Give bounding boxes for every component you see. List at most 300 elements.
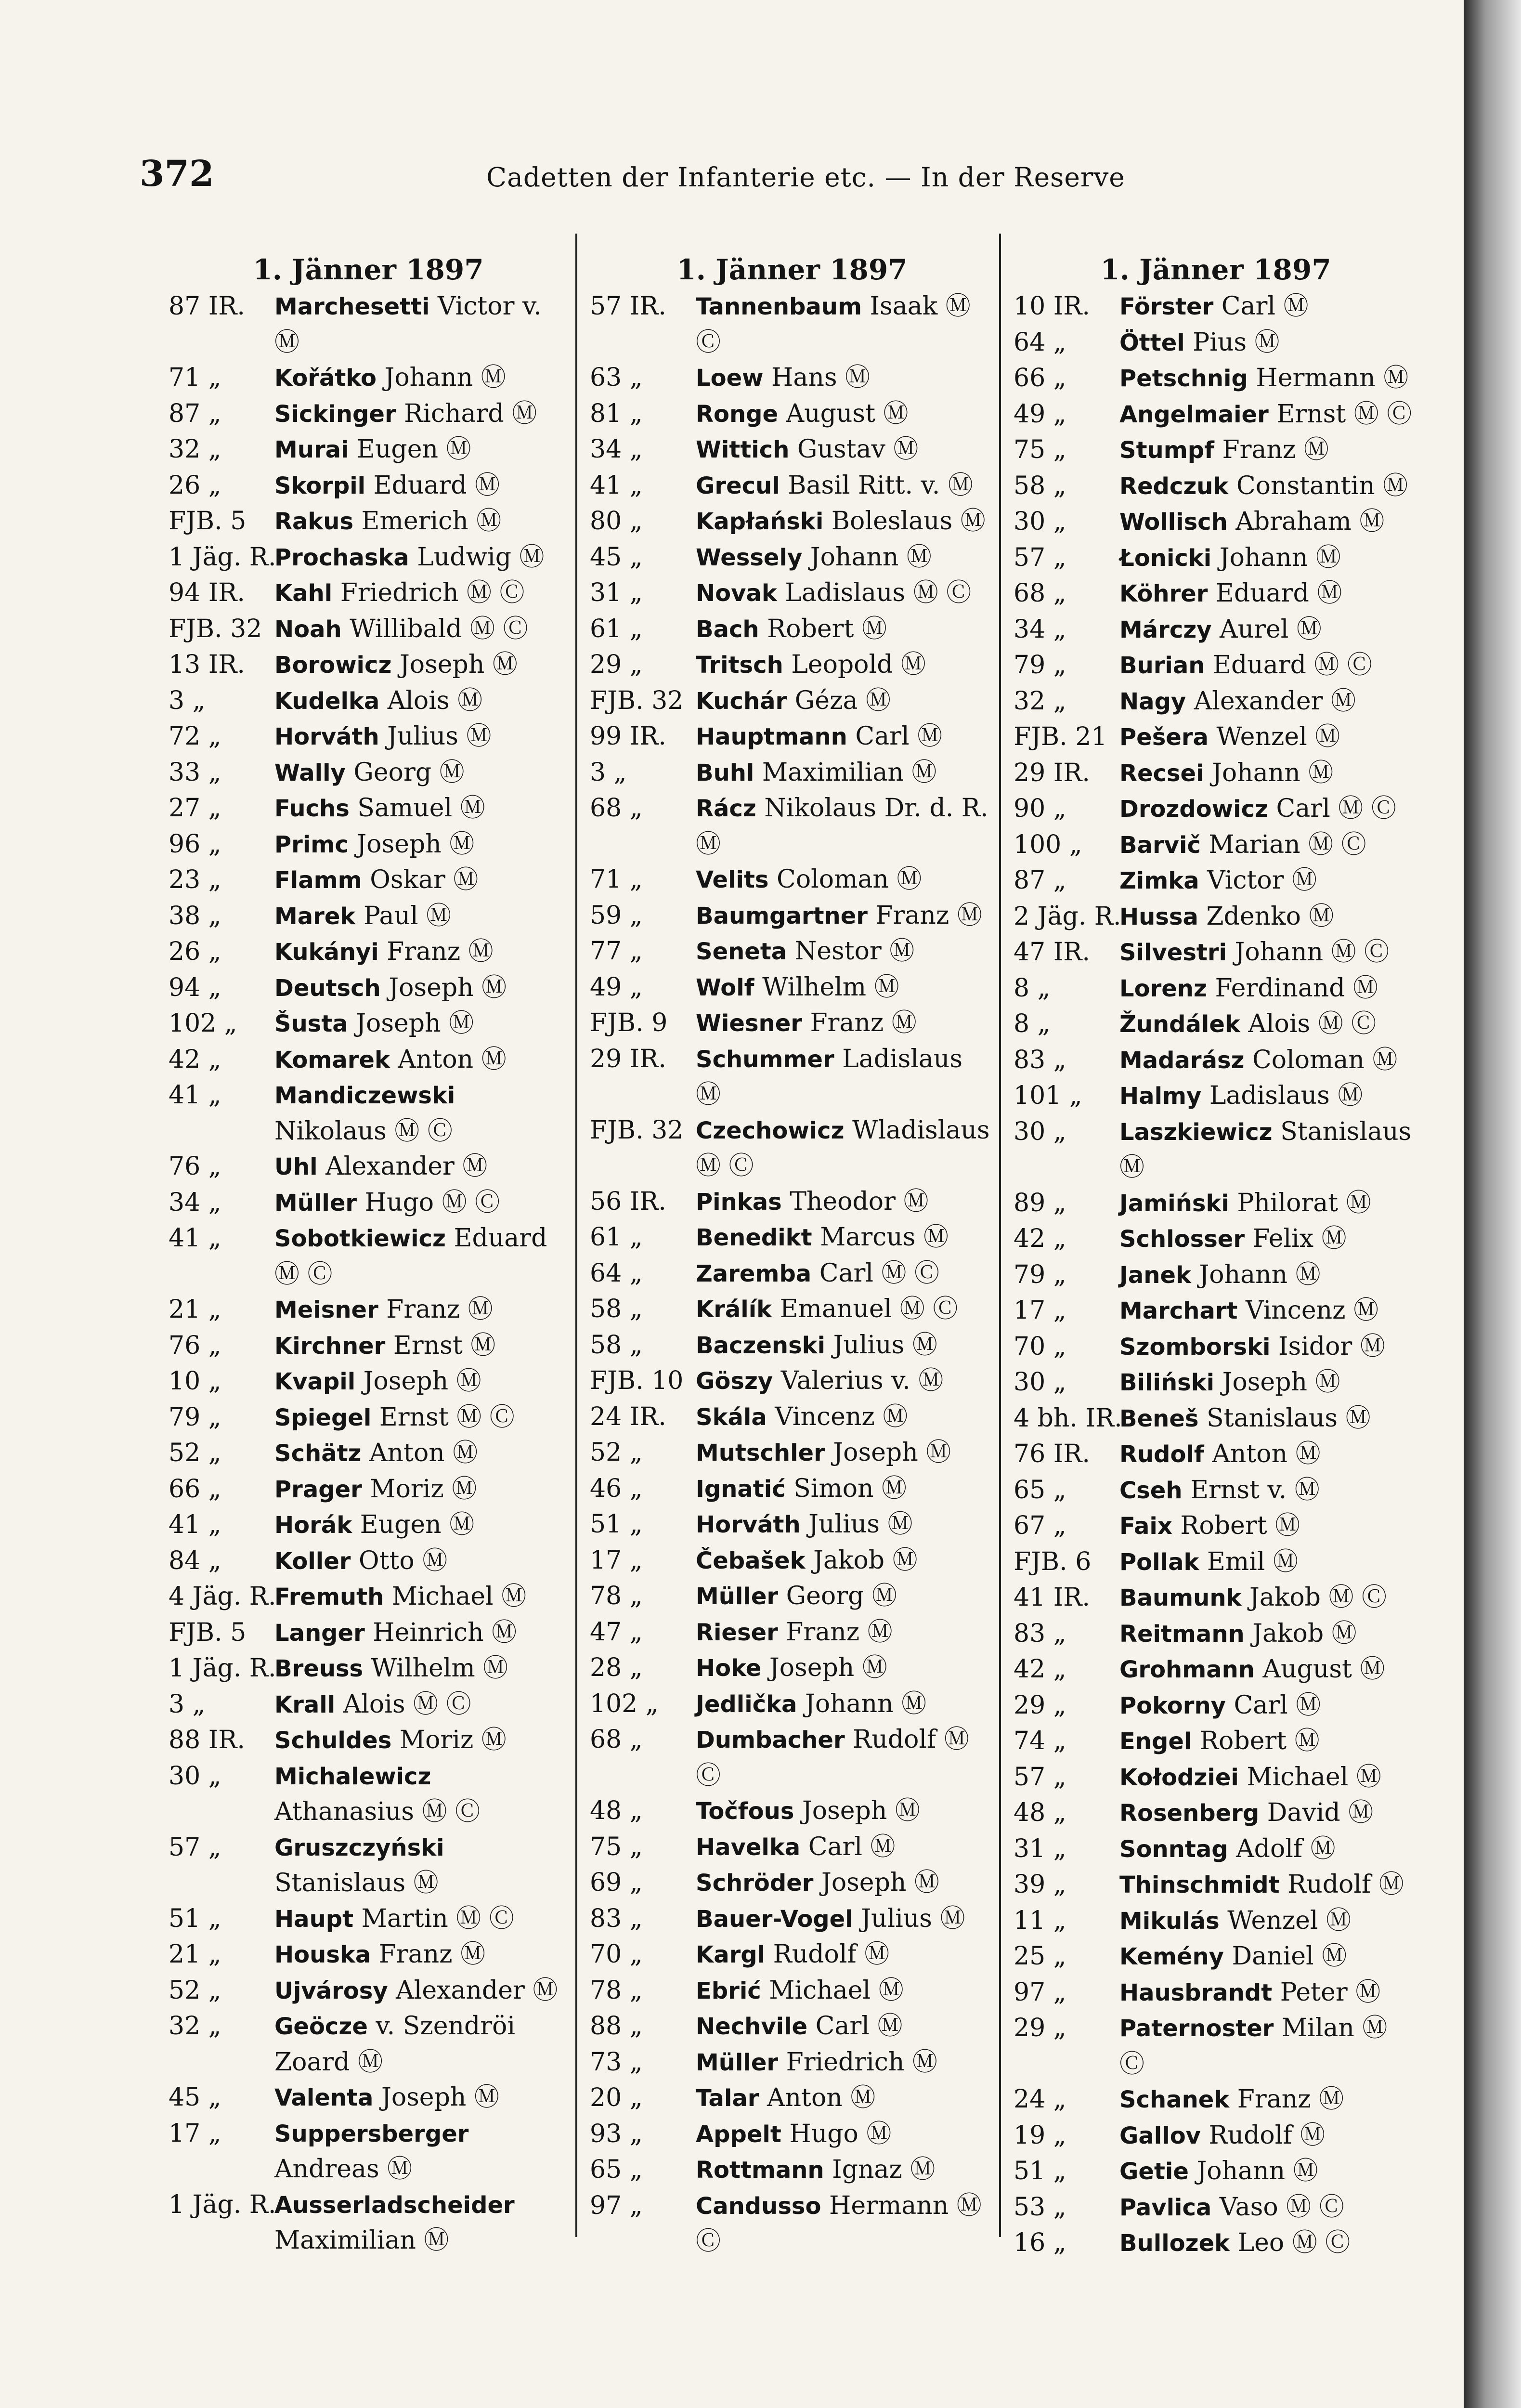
given-name-and-marks: Hermann Ⓜ Ⓒ <box>696 2191 982 2256</box>
entry-text <box>274 1687 568 1723</box>
list-item <box>1014 1832 1418 1868</box>
given-name-and-marks: Samuel Ⓜ <box>357 794 485 823</box>
regiment-number: 58 „ <box>1014 471 1066 500</box>
given-name-and-marks: Wilhelm Ⓜ <box>762 972 899 1002</box>
list-item <box>1014 469 1418 505</box>
given-name-and-marks: Joseph Ⓜ <box>381 2083 499 2112</box>
entry-text <box>274 2116 568 2187</box>
regiment-number: 96 „ <box>169 829 221 859</box>
regiment-number: 79 „ <box>1014 1260 1066 1289</box>
given-name-and-marks: Franz Ⓜ <box>387 937 494 966</box>
list-item <box>169 1364 568 1400</box>
given-name-and-marks: Johann Ⓜ <box>1212 758 1334 787</box>
list-item <box>169 1078 568 1149</box>
surname: Bauer-Vogel <box>696 1905 853 1933</box>
entry-text <box>696 1901 994 1937</box>
surname: Appelt <box>696 2120 781 2148</box>
surname: Kukányi <box>274 939 379 966</box>
surname: Faix <box>1119 1513 1172 1540</box>
entry-text <box>274 360 568 396</box>
given-name-and-marks: Victor v. Ⓜ <box>274 292 542 357</box>
surname: Madarász <box>1119 1047 1245 1074</box>
list-item <box>1014 1903 1418 1939</box>
entry-text <box>274 1830 568 1901</box>
regiment-number: 41 „ <box>169 1224 221 1253</box>
given-name-and-marks: Athanasius Ⓜ Ⓒ <box>274 1797 481 1826</box>
regiment-number: 27 „ <box>169 794 221 823</box>
list-item <box>1014 1401 1418 1437</box>
regiment-number: 76 „ <box>169 1152 221 1181</box>
entry-text <box>696 898 994 934</box>
entry-text <box>1119 289 1418 325</box>
given-name-and-marks: Franz Ⓜ <box>810 1008 917 1037</box>
list-item <box>1014 1186 1418 1222</box>
given-name-and-marks: Hans Ⓜ <box>771 363 871 392</box>
list-item <box>590 1471 994 1507</box>
surname: Silvestri <box>1119 939 1227 966</box>
entry-text <box>1119 1473 1418 1509</box>
regiment-number: 57 „ <box>1014 543 1066 572</box>
regiment-number: 65 „ <box>1014 1475 1066 1505</box>
given-name-and-marks: Franz Ⓜ <box>386 1295 493 1324</box>
surname: Ebrić <box>696 1977 761 2004</box>
regiment-number: 75 „ <box>590 1832 643 1861</box>
list-item <box>1014 1473 1418 1509</box>
entry-text <box>696 1435 994 1471</box>
surname: Kapłański <box>696 508 824 535</box>
entry-text <box>1119 1078 1418 1114</box>
surname: Murai <box>274 436 349 463</box>
given-name-and-marks: Géza Ⓜ <box>794 686 891 715</box>
entry-text <box>696 1973 994 2009</box>
given-name-and-marks: Moriz Ⓜ <box>370 1474 477 1504</box>
surname: Kořátko <box>274 365 377 392</box>
given-name-and-marks: Aurel Ⓜ <box>1220 615 1322 644</box>
regiment-number: 57 IR. <box>590 292 666 321</box>
given-name-and-marks: Friedrich Ⓜ Ⓒ <box>340 578 525 607</box>
surname: Krall <box>274 1691 336 1718</box>
given-name-and-marks: Alexander Ⓜ <box>396 1976 558 2005</box>
list-item <box>169 827 568 863</box>
list-item <box>169 2009 568 2080</box>
regiment-number: 71 „ <box>169 363 221 392</box>
regiment-number: 29 IR. <box>1014 758 1090 787</box>
list-item <box>169 432 568 468</box>
regiment-number: FJB. 6 <box>1014 1547 1092 1576</box>
surname: Kołodziei <box>1119 1764 1239 1791</box>
entry-text <box>696 2009 994 2045</box>
list-item <box>169 1937 568 1973</box>
regiment-number: 32 „ <box>169 2012 221 2041</box>
regiment-number: 41 IR. <box>1014 1583 1090 1612</box>
surname: Kuchár <box>696 687 787 715</box>
entry-text <box>696 1615 994 1651</box>
surname: Marchart <box>1119 1297 1238 1324</box>
surname: Horák <box>274 1512 352 1539</box>
regiment-number: 42 „ <box>1014 1224 1066 1253</box>
regiment-number: 81 „ <box>590 399 643 428</box>
regiment-number: 4 bh. IR. <box>1014 1403 1122 1433</box>
regiment-number: FJB. 5 <box>169 507 247 536</box>
list-item <box>1014 1544 1418 1581</box>
entry-text <box>1119 863 1418 899</box>
entry-text <box>274 647 568 683</box>
regiment-number: 68 „ <box>590 1725 643 1754</box>
entry-text <box>696 1328 994 1364</box>
regiment-number: 47 „ <box>590 1617 643 1647</box>
surname: Stumpf <box>1119 437 1214 464</box>
surname: Szomborski <box>1119 1333 1271 1361</box>
given-name-and-marks: Emil Ⓜ <box>1207 1547 1298 1576</box>
entry-text <box>696 791 994 862</box>
entry-text <box>1119 361 1418 397</box>
regiment-number: 52 „ <box>169 1976 221 2005</box>
given-name-and-marks: Peter Ⓜ <box>1280 1977 1381 2007</box>
list-item <box>169 2116 568 2187</box>
list-item <box>1014 720 1418 756</box>
surname: Müller <box>696 2049 779 2076</box>
entry-text <box>274 934 568 970</box>
list-item <box>169 1507 568 1544</box>
list-item <box>169 755 568 791</box>
column-heading: 1. Jänner 1897 <box>253 253 484 286</box>
list-item <box>590 755 994 791</box>
regiment-number: 17 „ <box>169 2119 221 2148</box>
surname: Baczenski <box>696 1332 826 1359</box>
given-name-and-marks: Friedrich Ⓜ <box>786 2047 937 2077</box>
entry-text <box>696 1507 994 1543</box>
list-item <box>1014 1867 1418 1903</box>
entry-text <box>274 1006 568 1042</box>
surname: Łonicki <box>1119 544 1212 572</box>
list-item <box>169 970 568 1007</box>
list-item <box>1014 827 1418 864</box>
entry-text <box>274 1292 568 1328</box>
surname: Šusta <box>274 1010 348 1037</box>
list-item <box>590 1292 994 1328</box>
regiment-number: 83 „ <box>590 1904 643 1933</box>
entry-text <box>274 791 568 827</box>
surname: Drozdowicz <box>1119 796 1268 823</box>
entry-text <box>1119 1329 1418 1365</box>
given-name-and-marks: Ignaz Ⓜ <box>832 2155 936 2184</box>
surname: Hussa <box>1119 903 1198 930</box>
regiment-number: 17 „ <box>1014 1296 1066 1325</box>
given-name-and-marks: Joseph Ⓜ <box>363 1367 481 1396</box>
surname: Spiegel <box>274 1404 372 1431</box>
regiment-number: 53 „ <box>1014 2192 1066 2222</box>
list-item <box>590 1113 994 1184</box>
surname: Rottmann <box>696 2157 824 2184</box>
regiment-number: 70 „ <box>590 1940 643 1969</box>
surname: Houska <box>274 1941 371 1968</box>
list-item <box>169 1651 568 1687</box>
surname: Pešera <box>1119 724 1209 751</box>
surname: Skorpil <box>274 472 366 499</box>
given-name-and-marks: Joseph Ⓜ <box>821 1868 939 1897</box>
list-item <box>169 1472 568 1508</box>
given-name-and-marks: Alois Ⓜ <box>387 686 483 715</box>
entry-text <box>696 1937 994 1973</box>
list-item <box>169 1830 568 1901</box>
regiment-number: 17 „ <box>590 1545 643 1575</box>
entry-text <box>1119 2118 1418 2154</box>
list-item <box>169 1759 568 1830</box>
entry-text <box>274 970 568 1007</box>
list-item <box>169 540 568 576</box>
regiment-number: 34 „ <box>169 1188 221 1217</box>
regiment-number: 79 „ <box>169 1402 221 1432</box>
regiment-number: 8 „ <box>1014 973 1051 1003</box>
entry-text <box>696 1830 994 1866</box>
given-name-and-marks: Richard Ⓜ <box>404 399 537 428</box>
given-name-and-marks: Boleslaus Ⓜ <box>831 507 986 536</box>
given-name-and-marks: Joseph Ⓜ <box>802 1796 920 1825</box>
surname: Bullozek <box>1119 2230 1230 2257</box>
surname: Michalewicz <box>274 1763 431 1790</box>
surname: Meisner <box>274 1296 378 1323</box>
given-name-and-marks: Franz Ⓜ <box>875 901 982 930</box>
surname: Noah <box>274 615 342 643</box>
list-item <box>1014 2225 1418 2262</box>
regiment-number: 31 „ <box>1014 1834 1066 1863</box>
given-name-and-marks: Leo Ⓜ Ⓒ <box>1237 2228 1351 2257</box>
regiment-number: 49 „ <box>1014 399 1066 429</box>
list-item <box>169 1436 568 1472</box>
regiment-number: 65 „ <box>590 2155 643 2184</box>
entry-text <box>696 1471 994 1507</box>
regiment-number: 29 „ <box>1014 1690 1066 1720</box>
page-number: 372 <box>140 153 214 195</box>
entry-text <box>274 1436 568 1472</box>
regiment-number: 49 „ <box>590 972 643 1002</box>
surname: Engel <box>1119 1728 1192 1755</box>
surname: Hausbrandt <box>1119 1979 1273 2006</box>
given-name-and-marks: Alexander Ⓜ <box>1194 686 1356 716</box>
regiment-number: 94 „ <box>169 973 221 1002</box>
list-item <box>169 934 568 970</box>
entry-text <box>696 540 994 576</box>
list-item <box>590 898 994 934</box>
surname: Angelmaier <box>1119 401 1269 428</box>
given-name-and-marks: August Ⓜ <box>1262 1655 1385 1684</box>
surname: Pavlica <box>1119 2194 1212 2221</box>
surname: Wiesner <box>696 1010 802 1037</box>
surname: Suppersberger <box>274 2120 469 2147</box>
regiment-number: 11 „ <box>1014 1906 1066 1935</box>
list-item <box>1014 504 1418 540</box>
column-rule <box>575 234 577 2237</box>
entry-text <box>274 1185 568 1221</box>
list-item <box>169 683 568 720</box>
surname: Ausserladscheider <box>274 2191 515 2219</box>
regiment-number: 4 Jäg. R. <box>169 1582 276 1611</box>
surname: Gruszczyński <box>274 1834 444 1861</box>
list-item <box>590 1256 994 1292</box>
entry-text <box>274 2009 568 2080</box>
given-name-and-marks: Anton Ⓜ <box>369 1439 478 1467</box>
surname: Koller <box>274 1547 351 1575</box>
list-item <box>590 1722 994 1793</box>
surname: Kvapil <box>274 1368 356 1395</box>
given-name-and-marks: Hermann Ⓜ <box>1256 364 1409 393</box>
surname: Rácz <box>696 795 756 822</box>
given-name-and-marks: Michael Ⓜ <box>769 1976 904 2005</box>
regiment-number: 3 „ <box>169 686 206 715</box>
regiment-number: 78 „ <box>590 1582 643 1610</box>
regiment-number: 30 „ <box>1014 1117 1066 1146</box>
surname: Benedikt <box>696 1224 812 1251</box>
surname: Mikulás <box>1119 1907 1220 1935</box>
list-item <box>1014 863 1418 899</box>
surname: Müller <box>696 1583 779 1610</box>
surname: Janek <box>1119 1261 1191 1289</box>
list-item <box>1014 1329 1418 1365</box>
given-name-and-marks: Julius Ⓜ <box>387 722 492 751</box>
regiment-number: 41 „ <box>169 1510 221 1539</box>
list-item <box>590 1184 994 1220</box>
list-item <box>590 647 994 683</box>
surname: Candusso <box>696 2192 821 2220</box>
list-item <box>590 612 994 648</box>
regiment-number: 74 „ <box>1014 1727 1066 1755</box>
regiment-number: 28 „ <box>590 1653 643 1682</box>
surname: Uhl <box>274 1153 318 1180</box>
surname: Rosenberg <box>1119 1800 1260 1827</box>
given-name-and-marks: Coloman Ⓜ <box>1252 1045 1398 1074</box>
list-item <box>590 1042 994 1113</box>
surname: Getie <box>1119 2158 1189 2185</box>
list-item <box>590 1830 994 1866</box>
given-name-and-marks: Johann Ⓜ <box>384 363 506 392</box>
surname: Jedlička <box>696 1690 797 1718</box>
surname: Čebašek <box>696 1547 806 1574</box>
column-rule <box>999 234 1001 2237</box>
surname: Tritsch <box>696 652 783 679</box>
list-item <box>590 1615 994 1651</box>
list-item <box>1014 2118 1418 2154</box>
list-item <box>169 396 568 432</box>
entry-text <box>274 1937 568 1973</box>
regiment-number: 83 „ <box>1014 1045 1066 1074</box>
entry-text <box>696 504 994 540</box>
list-item <box>169 1723 568 1759</box>
surname: Sickinger <box>274 400 396 428</box>
entry-text <box>274 2187 568 2259</box>
given-name-and-marks: Franz Ⓜ <box>1237 2085 1344 2114</box>
regiment-number: 48 „ <box>590 1796 643 1825</box>
list-item <box>1014 361 1418 397</box>
given-name-and-marks: Basil Ritt. v. Ⓜ <box>788 471 973 500</box>
given-name-and-marks: Hugo Ⓜ <box>789 2119 892 2148</box>
regiment-number: 25 „ <box>1014 1942 1066 1971</box>
entry-text <box>274 827 568 863</box>
surname: Ronge <box>696 400 779 428</box>
given-name-and-marks: Anton Ⓜ <box>767 2083 876 2112</box>
entry-text <box>696 1113 994 1184</box>
given-name-and-marks: Alexander Ⓜ <box>325 1152 488 1181</box>
given-name-and-marks: Carl Ⓜ <box>855 722 943 751</box>
regiment-number: 41 „ <box>590 471 643 500</box>
regiment-number: 87 IR. <box>169 292 245 321</box>
surname: Thinschmidt <box>1119 1871 1280 1898</box>
given-name-and-marks: Leopold Ⓜ <box>791 650 926 679</box>
entry-text <box>274 540 568 576</box>
surname: Zaremba <box>696 1260 812 1287</box>
regiment-number: 97 „ <box>590 2191 643 2220</box>
entry-text <box>274 719 568 755</box>
entry-text <box>274 1400 568 1436</box>
given-name-and-marks: Ferdinand Ⓜ <box>1215 973 1378 1003</box>
given-name-and-marks: Joseph Ⓜ <box>399 650 518 679</box>
given-name-and-marks: Joseph Ⓜ <box>389 973 507 1002</box>
regiment-number: 78 „ <box>590 1976 643 2005</box>
surname: Pollak <box>1119 1548 1199 1576</box>
list-item <box>590 540 994 576</box>
list-item <box>169 1328 568 1364</box>
list-item <box>1014 1724 1418 1760</box>
regiment-number: 29 „ <box>590 650 643 679</box>
given-name-and-marks: Ernst v. Ⓜ <box>1190 1475 1320 1505</box>
list-item <box>169 468 568 504</box>
surname: Novak <box>696 580 777 607</box>
given-name-and-marks: Simon Ⓜ <box>793 1474 907 1503</box>
entry-text <box>696 755 994 791</box>
given-name-and-marks: Michael Ⓜ <box>391 1582 527 1611</box>
list-item <box>590 934 994 970</box>
given-name-and-marks: Valerius v. Ⓜ <box>780 1366 944 1395</box>
given-name-and-marks: Isaak Ⓜ Ⓒ <box>696 292 971 357</box>
list-item <box>590 1973 994 2009</box>
list-item <box>1014 1580 1418 1616</box>
surname: Laszkiewicz <box>1119 1118 1273 1146</box>
surname: Fuchs <box>274 795 350 822</box>
regiment-number: 61 „ <box>590 614 643 643</box>
list-item <box>590 2117 994 2153</box>
list-item <box>590 1650 994 1687</box>
surname: Pinkas <box>696 1188 782 1216</box>
entry-text <box>1119 576 1418 612</box>
given-name-and-marks: Nestor Ⓜ <box>794 937 915 966</box>
list-item <box>169 1901 568 1937</box>
surname: Halmy <box>1119 1083 1202 1110</box>
entry-text <box>696 1042 994 1113</box>
surname: Wally <box>274 759 346 786</box>
surname: Paternoster <box>1119 2015 1274 2042</box>
surname: Buhl <box>696 759 754 786</box>
regiment-number: 68 „ <box>590 794 643 823</box>
given-name-and-marks: Joseph Ⓜ <box>769 1653 887 1682</box>
entry-text <box>1119 1616 1418 1652</box>
given-name-and-marks: Wilhelm Ⓜ <box>371 1654 508 1683</box>
list-item <box>1014 1795 1418 1832</box>
entry-text <box>1119 325 1418 361</box>
surname: Králík <box>696 1296 772 1323</box>
given-name-and-marks: Johann Ⓜ <box>810 542 932 572</box>
surname: Schätz <box>274 1440 362 1467</box>
list-item <box>590 970 994 1006</box>
regiment-number: 19 „ <box>1014 2120 1066 2150</box>
list-item <box>169 612 568 648</box>
entry-text <box>274 1328 568 1364</box>
list-item <box>169 1149 568 1185</box>
given-name-and-marks: Theodor Ⓜ <box>790 1187 929 1216</box>
given-name-and-marks: Adolf Ⓜ <box>1236 1834 1336 1863</box>
given-name-and-marks: Ladislaus Ⓜ <box>696 1044 963 1109</box>
given-name-and-marks: Alois Ⓜ Ⓒ <box>343 1689 471 1719</box>
list-item <box>1014 397 1418 433</box>
surname: Marek <box>274 903 356 930</box>
